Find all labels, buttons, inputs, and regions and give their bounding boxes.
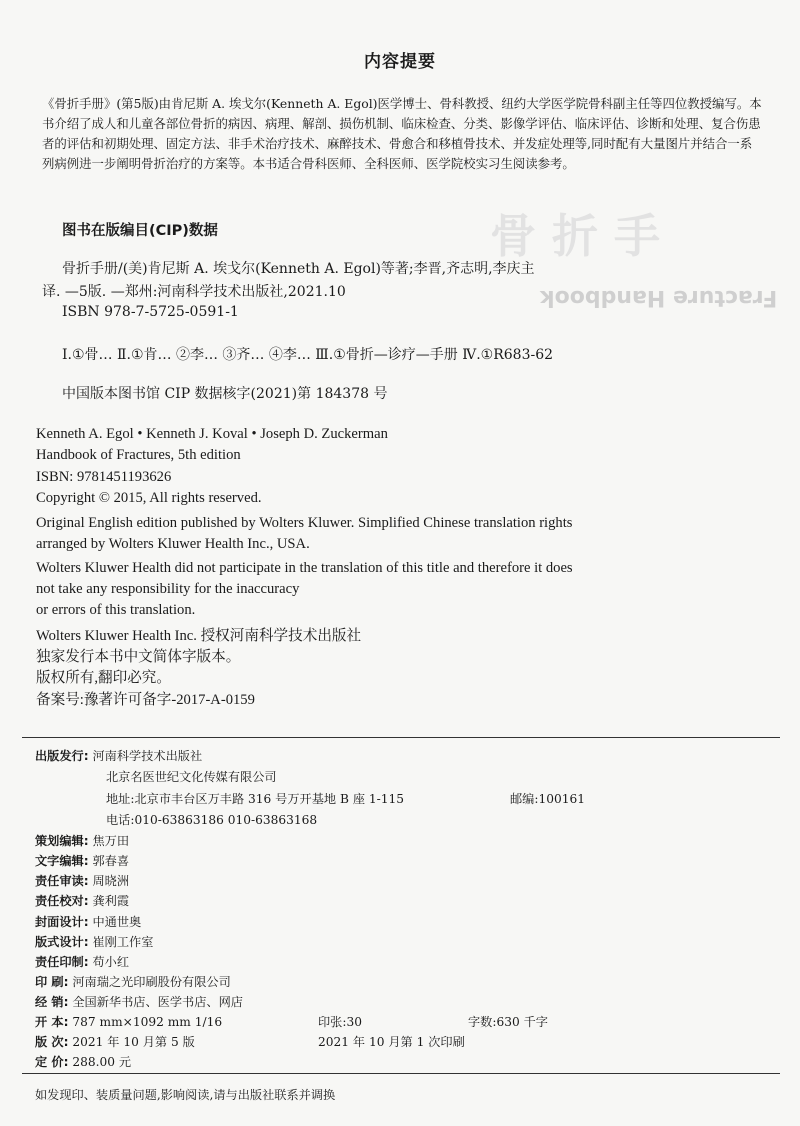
printer-row: 印 刷: 河南瑞之光印刷股份有限公司: [35, 975, 231, 989]
cip-line: 骨折手册/(美)肯尼斯 A. 埃戈尔(Kenneth A. Egol)等著;李晋,齐志明,李庆主: [62, 261, 535, 277]
word-count: 字数:630 千字: [468, 1015, 548, 1029]
printed-sheets: 印张:30: [318, 1015, 362, 1029]
editor-row: 版式设计: 崔刚工作室: [35, 935, 154, 949]
original-isbn: ISBN: 9781451193626: [36, 469, 172, 485]
editor-row: 策划编辑: 焦万田: [35, 834, 130, 848]
editor-row: 封面设计: 中通世奥: [35, 915, 142, 929]
phone: 电话:010-63863186 010-63863168: [106, 813, 318, 827]
edition-row: 版 次: 2021 年 10 月第 5 版: [35, 1035, 195, 1049]
original-authors: Kenneth A. Egol • Kenneth J. Koval • Joseph D. Zuckerman: [36, 426, 388, 442]
publisher-line: 出版发行: 河南科学技术出版社: [35, 749, 203, 763]
page-title: 内容提要: [364, 52, 436, 72]
content-summary: 《骨折手册》(第5版)由肯尼斯 A. 埃戈尔(Kenneth A. Egol)医学博士、骨科教授、纽约大学医学院骨科副主任等四位教授编写。本书介绍了成人和儿童各部位骨折的病因、病理、解剖、损伤机制、临床检查、分类、影像学评估、临床评估、诊断和处理、复合伤患者的评估和初期处理、固定方法、非手术治疗技术、麻醉技术、骨愈合和移植骨技术、并发症处理等,同时配有大量图片并结合一系列病例进一步阐明骨折治疗的方案等。本书适合骨科医师、全科医师、医学院校实习生阅读参考。: [42, 96, 762, 171]
cip-line: 译. —5版. —郑州:河南科学技术出版社,2021.10: [42, 284, 346, 300]
disclaimer-line: or errors of this translation.: [36, 602, 196, 618]
filing-number: 备案号:豫著许可备字-2017-A-0159: [36, 692, 255, 708]
price-row: 定 价: 288.00 元: [35, 1055, 132, 1069]
cip-classification: Ⅰ.①骨… Ⅱ.①肯… ②李… ③齐… ④李… Ⅲ.①骨折—诊疗—手册 Ⅳ.①R683-62: [62, 347, 554, 363]
editor-row: 责任审读: 周晓洲: [35, 874, 130, 888]
divider: [22, 737, 780, 738]
license-line: Wolters Kluwer Health Inc. 授权河南科学技术出版社: [36, 628, 362, 644]
distributor-row: 经 销: 全国新华书店、医学书店、网店: [35, 995, 243, 1009]
disclaimer-line: not take any responsibility for the inaccuracy: [36, 581, 300, 597]
address: 地址:北京市丰台区万丰路 316 号万开基地 B 座 1-115: [106, 792, 405, 806]
rights-line: arranged by Wolters Kluwer Health Inc., USA.: [36, 536, 310, 552]
bleed-through-text: 骨 折 手: [490, 209, 661, 263]
footer-notice: 如发现印、装质量问题,影响阅读,请与出版社联系并调换: [35, 1088, 336, 1102]
divider: [22, 1073, 780, 1074]
rights-line: Original English edition published by Wolters Kluwer. Simplified Chinese translation rights: [36, 515, 573, 531]
reserved-line: 版权所有,翻印必究。: [36, 670, 171, 686]
cip-isbn: ISBN 978-7-5725-0591-1: [62, 304, 239, 320]
original-title: Handbook of Fractures, 5th edition: [36, 447, 241, 463]
co-publisher: 北京名医世纪文化传媒有限公司: [106, 770, 277, 784]
editor-row: 责任印制: 苟小红: [35, 955, 130, 969]
printing-info: 2021 年 10 月第 1 次印刷: [318, 1035, 465, 1049]
cip-record: 中国版本图书馆 CIP 数据核字(2021)第 184378 号: [62, 386, 388, 402]
postcode: 邮编:100161: [510, 792, 586, 806]
copyright-line: Copyright © 2015, All rights reserved.: [36, 490, 262, 506]
editor-row: 文字编辑: 郭春喜: [35, 854, 130, 868]
exclusive-line: 独家发行本书中文简体字版本。: [36, 649, 241, 665]
bleed-through-text: Fracture Handbook: [540, 285, 778, 310]
format-row: 开 本: 787 mm×1092 mm 1/16: [35, 1015, 223, 1029]
disclaimer-line: Wolters Kluwer Health did not participate in the translation of this title and therefore it does: [36, 560, 573, 576]
editor-row: 责任校对: 龚利霞: [35, 894, 130, 908]
cip-heading: 图书在版编目(CIP)数据: [62, 223, 218, 239]
